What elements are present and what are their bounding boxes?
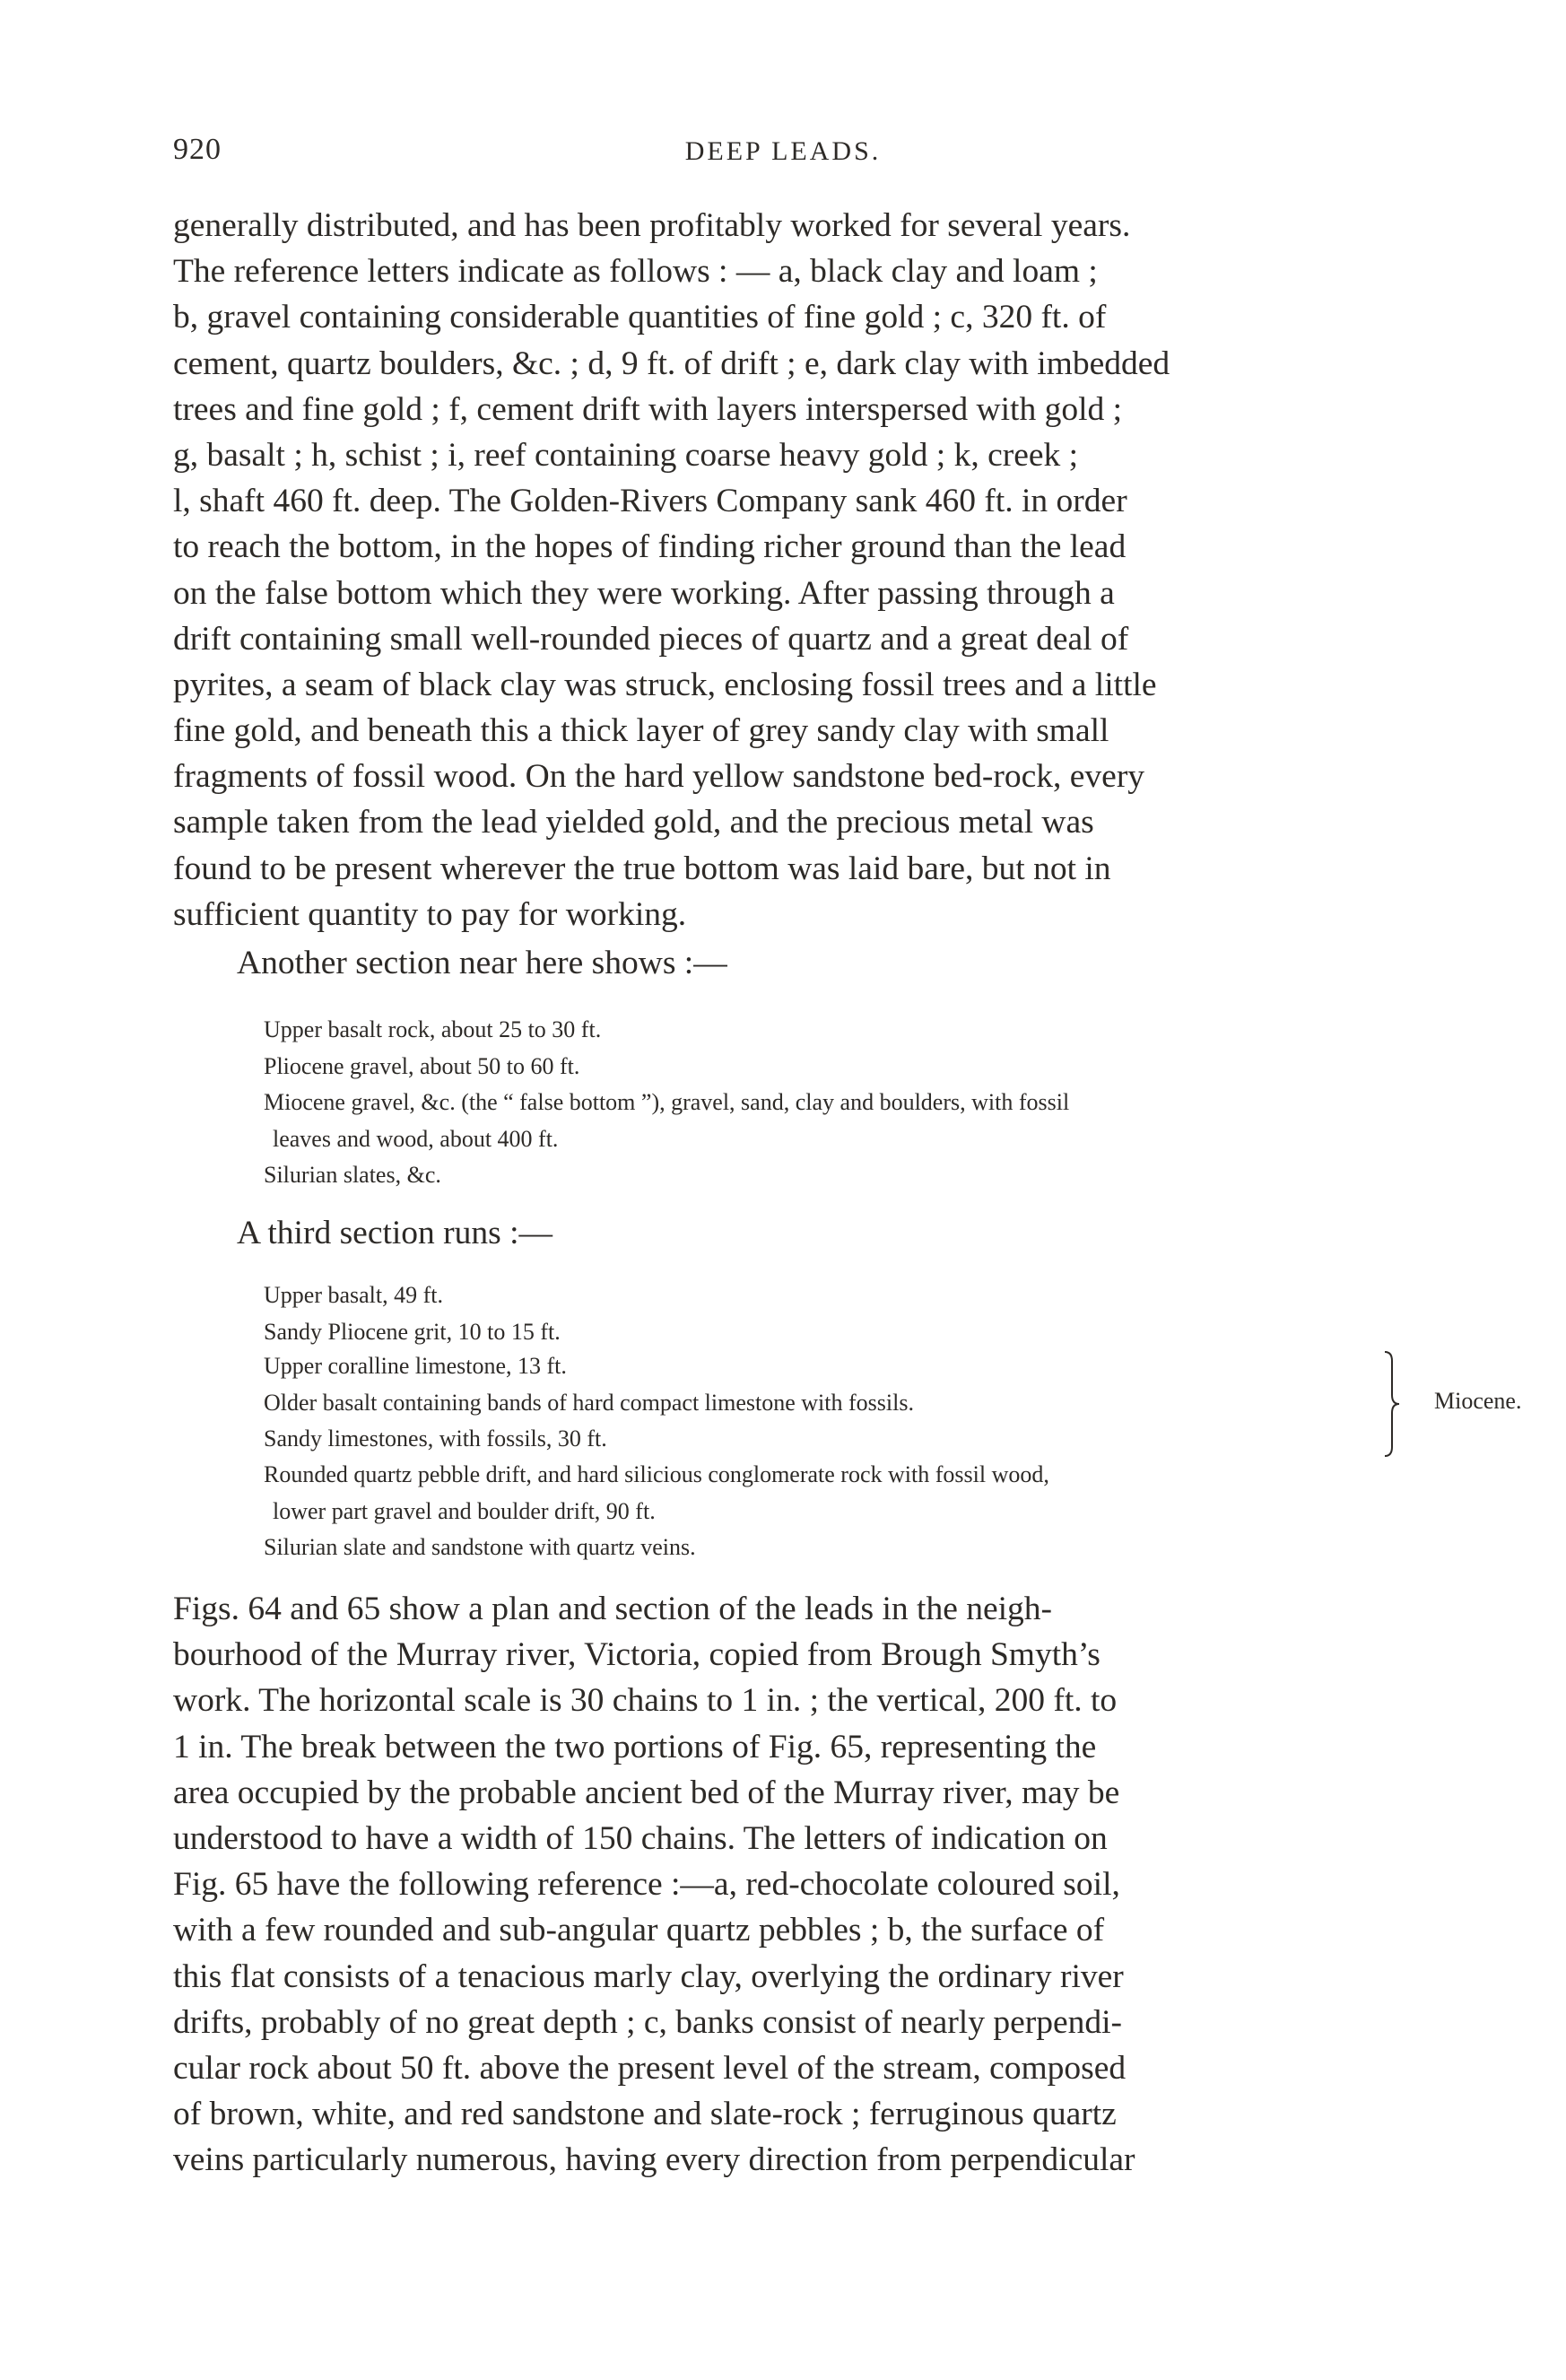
list-item: Rounded quartz pebble drift, and hard silicious conglomerate rock with fossil wood, <box>264 1461 1049 1487</box>
text-line: fine gold, and beneath this a thick layer of grey sandy clay with small <box>173 712 1109 750</box>
text-line: bourhood of the Murray river, Victoria, copied from Brough Smyth’s <box>173 1636 1101 1674</box>
list-item: leaves and wood, about 400 ft. <box>273 1125 559 1152</box>
text-line: this flat consists of a tenacious marly clay, overlying the ordinary river <box>173 1957 1124 1995</box>
text-line: work. The horizontal scale is 30 chains to 1 in. ; the vertical, 200 ft. to <box>173 1682 1118 1720</box>
text-line: g, basalt ; h, schist ; i, reef containing coarse heavy gold ; k, creek ; <box>173 436 1079 474</box>
text-line: cement, quartz boulders, &c. ; d, 9 ft. of drift ; e, dark clay with imbedded <box>173 344 1170 382</box>
section-3-intro: A third section runs :— <box>237 1215 553 1251</box>
text-line: to reach the bottom, in the hopes of finding richer ground than the lead <box>173 528 1127 566</box>
text-line: trees and fine gold ; f, cement drift with layers interspersed with gold ; <box>173 390 1123 428</box>
text-line: generally distributed, and has been profitably worked for several years. <box>173 207 1131 244</box>
text-line: with a few rounded and sub-angular quartz pebbles ; b, the surface of <box>173 1912 1105 1949</box>
list-item: Silurian slate and sandstone with quartz veins. <box>264 1534 696 1560</box>
text-line: cular rock about 50 ft. above the present level of the stream, composed <box>173 2049 1127 2087</box>
miocene-list <box>264 1348 1376 1458</box>
text-line: veins particularly numerous, having every direction from perpendicular <box>173 2141 1135 2179</box>
text-line: understood to have a width of 150 chains. The letters of indication on <box>173 1819 1108 1857</box>
brace-icon <box>1379 1348 1401 1460</box>
list-item: Pliocene gravel, about 50 to 60 ft. <box>264 1052 580 1079</box>
page-header <box>173 133 1393 178</box>
text-line: The reference letters indicate as follows : — a, black clay and loam ; <box>173 253 1098 291</box>
page-number: 920 <box>173 133 222 166</box>
paragraph-1 <box>173 203 1381 937</box>
list-item: lower part gravel and boulder drift, 90 ft. <box>273 1497 656 1524</box>
list-item: Sandy Pliocene grit, 10 to 15 ft. <box>264 1318 561 1345</box>
text-line: area occupied by the probable ancient bed of the Murray river, may be <box>173 1774 1120 1811</box>
text-line: on the false bottom which they were working. After passing through a <box>173 574 1115 612</box>
list-item: Silurian slates, &c. <box>264 1162 441 1188</box>
brace-label: Miocene. <box>1434 1388 1522 1414</box>
text-line: pyrites, a seam of black clay was struck, enclosing fossil trees and a little <box>173 666 1157 703</box>
text-line: b, gravel containing considerable quantities of fine gold ; c, 320 ft. of <box>173 299 1107 336</box>
list-item: Sandy limestones, with fossils, 30 ft. <box>264 1425 607 1452</box>
text-line: sufficient quantity to pay for working. <box>173 895 687 933</box>
list-item: Miocene gravel, &c. (the “ false bottom ”), gravel, sand, clay and boulders, with fossil <box>264 1089 1070 1115</box>
section-2-intro: Another section near here shows :— <box>237 945 727 981</box>
section-3-list-bottom <box>264 1457 1385 1566</box>
text-line: Figs. 64 and 65 show a plan and section of the leads in the neigh- <box>173 1591 1053 1627</box>
section-2-list <box>264 1012 1385 1194</box>
paragraph-2 <box>173 1586 1381 2183</box>
text-line: drifts, probably of no great depth ; c, banks consist of nearly perpendi- <box>173 2003 1123 2041</box>
list-item: Older basalt containing bands of hard compact limestone with fossils. <box>264 1389 914 1416</box>
text-line: l, shaft 460 ft. deep. The Golden-Rivers Company sank 460 ft. in order <box>173 483 1127 520</box>
text-line: Fig. 65 have the following reference :—a, red-chocolate coloured soil, <box>173 1866 1120 1904</box>
text-line: found to be present wherever the true bottom was laid bare, but not in <box>173 850 1111 887</box>
text-line: fragments of fossil wood. On the hard yellow sandstone bed-rock, every <box>173 758 1145 796</box>
list-item: Upper coralline limestone, 13 ft. <box>264 1353 567 1379</box>
running-head: DEEP LEADS. <box>684 136 882 166</box>
text-line: 1 in. The break between the two portions of Fig. 65, representing the <box>173 1728 1097 1765</box>
miocene-group <box>264 1348 1522 1460</box>
text-line: drift containing small well-rounded pieces of quartz and a great deal of <box>173 620 1129 658</box>
list-item: Upper basalt rock, about 25 to 30 ft. <box>264 1016 602 1042</box>
text-line: of brown, white, and red sandstone and slate-rock ; ferruginous quartz <box>173 2096 1117 2133</box>
text-line: sample taken from the lead yielded gold, and the precious metal was <box>173 804 1094 841</box>
section-3-list-top <box>264 1277 1385 1350</box>
list-item: Upper basalt, 49 ft. <box>264 1282 444 1308</box>
